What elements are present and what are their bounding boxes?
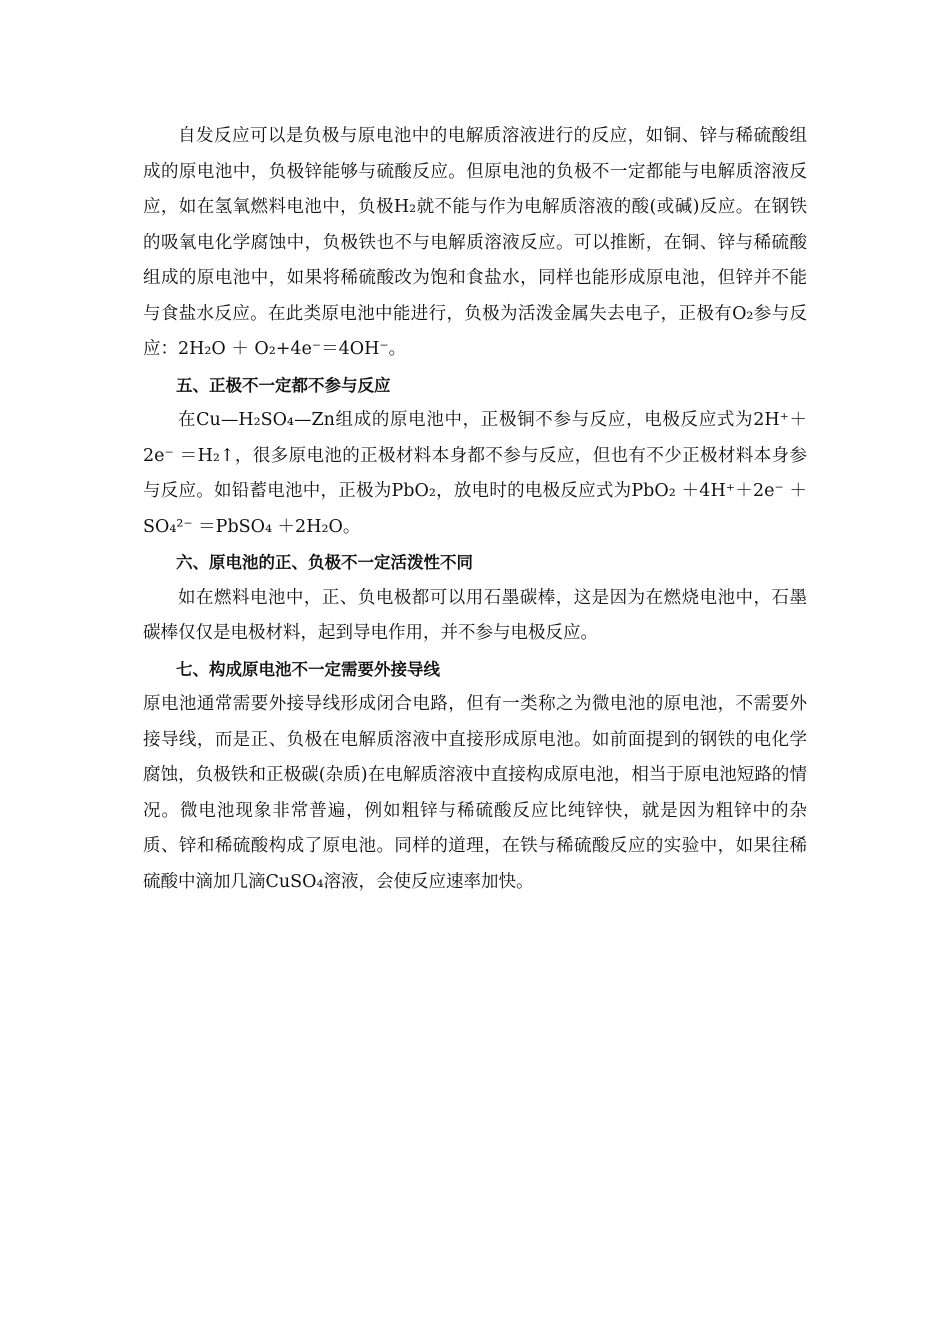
document-body (143, 119, 807, 900)
paragraph-spontaneous-reaction: 自发反应可以是负极与原电池中的电解质溶液进行的反应，如铜、锌与稀硫酸组成的原电池中，负极锌能够与硫酸反应。但原电池的负极不一定都能与电解质溶液反应，如在氢氧燃料电池中，负极H₂就不能与作为电解质溶液的酸(或碱)反应。在钢铁的吸氧电化学腐蚀中，负极铁也不与电解质溶液反应。可以推断，在铜、锌与稀硫酸组成的原电池中，如果将稀硫酸改为饱和食盐水，同样也能形成原电池，但锌并不能与食盐水反应。在此类原电池中能进行，负极为活泼金属失去电子，正极有O₂参与反应：2H₂O ＋ O₂+4e⁻＝4OH⁻。 (143, 126, 807, 359)
section-heading-5: 五、正极不一定都不参与反应 (176, 375, 391, 395)
paragraph-fuel-cell-electrodes: 如在燃料电池中，正、负电极都可以用石墨碳棒，这是因为在燃烧电池中，石墨碳棒仅仅是电极材料，起到导电作用，并不参与电极反应。 (143, 587, 807, 643)
paragraph-positive-electrode: 在Cu—H₂SO₄—Zn组成的原电池中，正极铜不参与反应，电极反应式为2H⁺＋2e⁻ ＝H₂↑，很多原电池的正极材料本身都不参与反应，但也有不少正极材料本身参与反应。如铅蓄电池中，正极为PbO₂，放电时的电极反应式为PbO₂ ＋4H⁺＋2e⁻ ＋ SO₄²⁻ ＝PbSO₄ ＋2H₂O。 (143, 410, 807, 537)
section-heading-7: 七、构成原电池不一定需要外接导线 (176, 659, 440, 679)
paragraph-micro-cell: 原电池通常需要外接导线形成闭合电路，但有一类称之为微电池的原电池，不需要外接导线，而是正、负极在电解质溶液中直接形成原电池。如前面提到的钢铁的电化学腐蚀，负极铁和正极碳(杂质)在电解质溶液中直接构成原电池，相当于原电池短路的情况。微电池现象非常普遍，例如粗锌与稀硫酸反应比纯锌快，就是因为粗锌中的杂质、锌和稀硫酸构成了原电池。同样的道理，在铁与稀硫酸反应的实验中，如果往稀硫酸中滴加几滴CuSO₄溶液，会使反应速率加快。 (143, 694, 807, 892)
section-heading-6: 六、原电池的正、负极不一定活泼性不同 (176, 553, 473, 572)
